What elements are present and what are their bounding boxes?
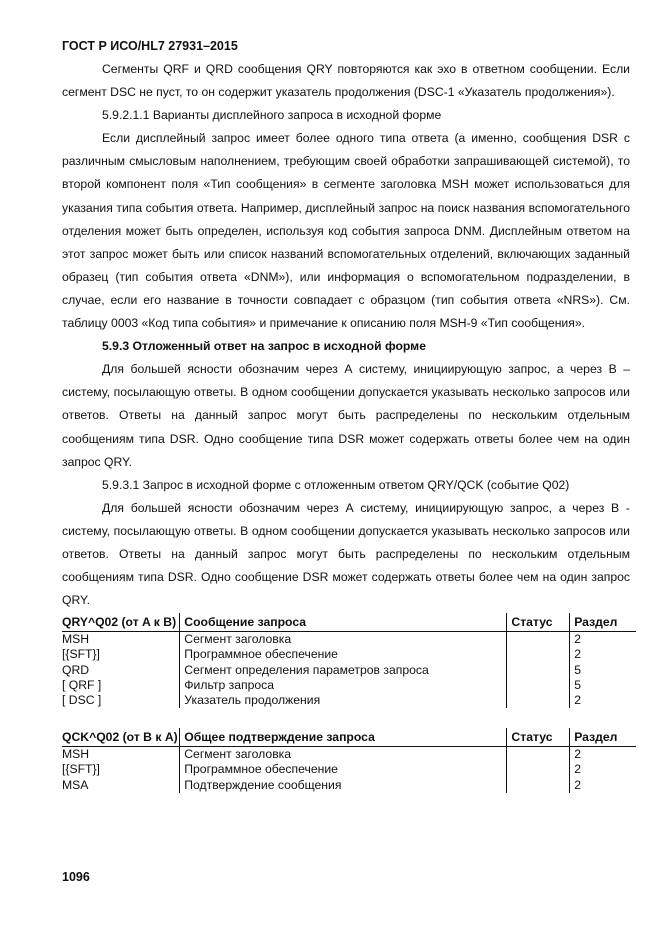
cell-segment: MSH [62, 747, 90, 762]
table-row [62, 747, 636, 763]
cell-segment: MSA [62, 777, 89, 792]
paragraph-deferred-query: Для большей ясности обозначим через А систему, инициирующую запрос, а через В - систему, посылающую ответы. В одном сообщении допускается указывать несколько запросов или ответов. Ответы на данный запрос могут быть распределены по нескольким отдельным сообщениям типа DSR. Одно сообщение DSR может содержать ответы более чем на один запрос QRY. [62, 500, 630, 608]
table-spacer [62, 708, 630, 728]
cell-status [507, 632, 570, 648]
column-header-status: Статус [507, 613, 570, 632]
page-number: 1096 [62, 870, 90, 884]
cell-description: Подтверждение сообщения [180, 778, 507, 793]
paragraph-qrf-qrd: Сегменты QRF и QRD сообщения QRY повторяются как эхо в ответном сообщении. Если сегмент DSC не пуст, то он содержит указатель продолжения (DSC-1 «Указатель продолжения»). [62, 62, 630, 100]
table-row [62, 663, 636, 678]
table-header-row [62, 613, 636, 632]
table-row [62, 762, 636, 777]
cell-section: 2 [570, 647, 636, 662]
table-row [62, 632, 636, 648]
document-page [62, 36, 630, 793]
cell-description: Указатель продолжения [180, 693, 507, 708]
cell-description: Программное обеспечение [180, 762, 507, 777]
cell-description: Сегмент заголовка [180, 747, 507, 763]
cell-section: 2 [570, 762, 636, 777]
cell-status [507, 747, 570, 763]
table-row [62, 778, 636, 793]
cell-section: 2 [570, 693, 636, 708]
cell-status [507, 663, 570, 678]
cell-status [507, 647, 570, 662]
cell-status [507, 778, 570, 793]
cell-status [507, 693, 570, 708]
paragraph-display-query: Если дисплейный запрос имеет более одного типа ответа (а именно, сообщения DSR с различным смысловым наполнением, требующим своей обработки запрашивающей системой), то второй компонент поля «Тип сообщения» в сегменте заголовка MSH может использоваться для указания типа события ответа. Например, дисплейный запрос на поиск названия вспомогательного отделения может быть определен, используя код события запроса DNM. Дисплейным ответом на этот запрос может быть или список названий вспомогательных отделений, включающих заданный образец (тип события ответа «DNM»), или информация о вспомогательном подразделении, в случае, если его название в точности совпадает с образцом (тип события ответа «NRS»). См. таблицу 0003 «Код типа события» и примечание к описанию поля MSH-9 «Тип сообщения». [62, 131, 630, 331]
cell-segment: [ QRF ] [62, 677, 102, 692]
column-header-description: Сообщение запроса [180, 613, 507, 632]
paragraph-deferred-response: Для большей ясности обозначим через А систему, инициирующую запрос, а через В – систему, посылающую ответы. В одном сообщении допускается указывать несколько запросов или ответов. Ответы на данный запрос могут быть распределены по нескольким отдельным сообщениям типа DSR. Одно сообщение типа DSR может содержать ответы более чем на один запрос QRY. [62, 362, 630, 469]
cell-section: 2 [570, 632, 636, 648]
cell-description: Программное обеспечение [180, 647, 507, 662]
table-qck-q02 [62, 728, 636, 793]
cell-section: 5 [570, 678, 636, 693]
cell-status [507, 762, 570, 777]
table-row [62, 647, 636, 662]
table-header-row [62, 728, 636, 747]
section-heading-5-9-3-1: 5.9.3.1 Запрос в исходной форме с отложенным ответом QRY/QCK (событие Q02) [102, 477, 570, 492]
cell-description: Сегмент определения параметров запроса [180, 663, 507, 678]
document-header: ГОСТ Р ИСО/HL7 27931–2015 [62, 39, 238, 53]
section-heading-5-9-2-1-1: 5.9.2.1.1 Варианты дисплейного запроса в исходной форме [102, 108, 442, 123]
cell-description: Фильтр запроса [180, 678, 507, 693]
table-row [62, 693, 636, 708]
column-header-status: Статус [507, 728, 570, 747]
table-qry-q02 [62, 613, 636, 708]
column-header-section: Раздел [570, 728, 636, 747]
cell-segment: [ DSC ] [62, 693, 102, 708]
column-header-description: Общее подтверждение запроса [180, 728, 507, 747]
cell-description: Сегмент заголовка [180, 632, 507, 648]
cell-section: 5 [570, 663, 636, 678]
column-header-message: QCK^Q02 (от B к A) [62, 728, 180, 747]
cell-segment: [{SFT}] [62, 762, 100, 777]
section-heading-5-9-3: 5.9.3 Отложенный ответ на запрос в исходной форме [102, 339, 426, 354]
cell-section: 2 [570, 747, 636, 763]
cell-segment: QRD [62, 662, 90, 677]
cell-section: 2 [570, 778, 636, 793]
cell-segment: MSH [62, 632, 90, 647]
column-header-message: QRY^Q02 (от A к B) [62, 613, 180, 632]
cell-status [507, 678, 570, 693]
cell-segment: [{SFT}] [62, 647, 100, 662]
table-row [62, 678, 636, 693]
column-header-section: Раздел [570, 613, 636, 632]
